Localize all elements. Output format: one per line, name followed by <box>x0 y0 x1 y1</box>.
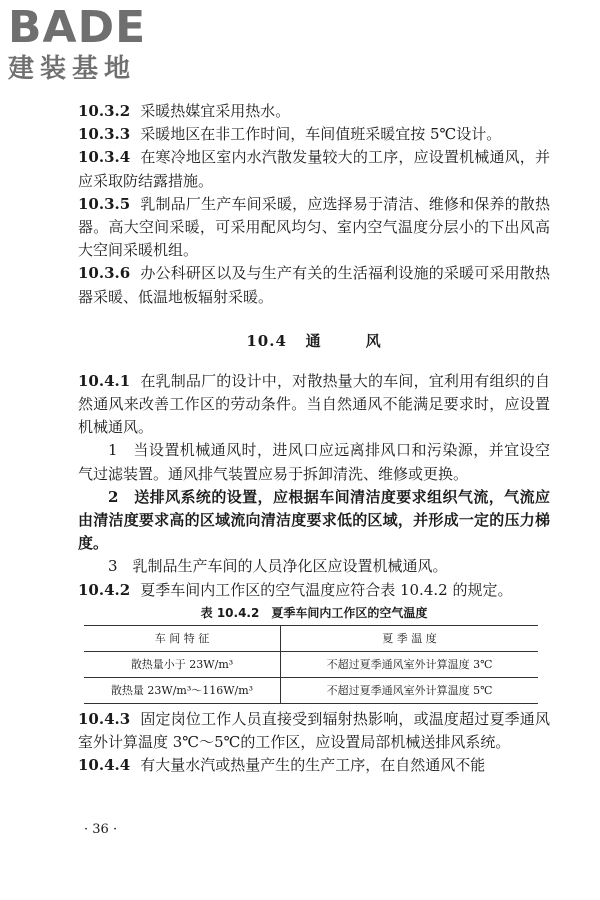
clause-text: 办公科研区以及与生产有关的生活福利设施的采暖可采用散热器采暖、低温地板辐射采暖。 <box>78 264 550 306</box>
list-item: 1 当设置机械通风时，进风口应远离排风口和污染源，并宜设空气过滤装置。通风排气装置应易于拆卸清洗、维修或更换。 <box>78 441 550 483</box>
table-caption: 表 10.4.2 夏季车间内工作区的空气温度 <box>200 605 428 620</box>
clause-text: 在寒冷地区室内水汽散发量较大的工序，应设置机械通风，并应采取防结露措施。 <box>78 148 550 190</box>
clause-number: 10.3.4 <box>78 148 131 167</box>
temperature-table <box>84 625 538 704</box>
table-cell: 散热量 23W/m³～116W/m³ <box>84 677 281 703</box>
table-header-cell: 车 间 特 征 <box>84 625 281 651</box>
clause-number: 10.4.1 <box>78 371 131 390</box>
section-number: 10.4 <box>246 331 287 350</box>
clause-10-4-3 <box>78 708 550 754</box>
table-row <box>84 677 538 703</box>
clause-number: 10.3.2 <box>78 102 131 120</box>
clause-text: 采暖热媒宜采用热水。 <box>140 102 291 120</box>
page-number: · 36 · <box>84 822 118 837</box>
clause-10-3-5 <box>78 193 550 263</box>
clause-10-4-2 <box>78 579 550 602</box>
clause-10-3-3 <box>78 123 550 146</box>
clause-10-4-1 <box>78 370 550 440</box>
section-title-char-2: 风 <box>365 331 382 350</box>
table-cell: 散热量小于 23W/m³ <box>84 651 281 677</box>
clause-text: 有大量水汽或热量产生的生产工序，在自然通风不能 <box>140 756 486 775</box>
clause-10-3-2 <box>78 100 550 123</box>
table-row <box>84 651 538 677</box>
table-header-cell: 夏 季 温 度 <box>281 625 539 651</box>
clause-number: 10.4.2 <box>78 580 131 599</box>
clause-text: 采暖地区在非工作时间，车间值班采暖宜按 5℃设计。 <box>140 125 502 144</box>
clause-number: 10.4.4 <box>78 756 131 775</box>
clause-text: 乳制品厂生产车间采暖，应选择易于清洁、维修和保养的散热器。高大空间采暖，可采用配风均匀、室内空气温度分层小的下出风高大空间采暖机组。 <box>78 194 550 260</box>
clause-number: 10.3.3 <box>78 125 131 144</box>
clause-text: 在乳制品厂的设计中，对散热量大的车间，宜利用有组织的自然通风来改善工作区的劳动条件。当自然通风不能满足要求时，应设置机械通风。 <box>78 371 550 437</box>
logo-subtitle: 建装基地 <box>8 54 137 84</box>
list-item: 2 送排风系统的设置，应根据车间清洁度要求组织气流，气流应由清洁度要求高的区域流向清洁度要求低的区域，并形成一定的压力梯度。 <box>78 487 550 553</box>
clause-number: 10.3.6 <box>78 264 131 283</box>
section-heading <box>78 330 550 351</box>
table-cell: 不超过夏季通风室外计算温度 5℃ <box>281 677 539 703</box>
page-body <box>78 100 550 777</box>
list-item: 3 乳制品生产车间的人员净化区应设置机械通风。 <box>108 557 448 576</box>
site-logo <box>8 2 178 86</box>
logo-wordmark: BADE <box>8 2 147 53</box>
clause-10-3-4 <box>78 146 550 192</box>
clause-10-4-4 <box>78 754 550 777</box>
clause-number: 10.3.5 <box>78 194 131 213</box>
section-title-char-1: 通 <box>305 331 322 350</box>
table-cell: 不超过夏季通风室外计算温度 3℃ <box>281 651 539 677</box>
clause-10-3-6 <box>78 262 550 308</box>
clause-text: 夏季车间内工作区的空气温度应符合表 10.4.2 的规定。 <box>140 580 513 599</box>
clause-number: 10.4.3 <box>78 709 131 728</box>
table-header-row <box>84 625 538 651</box>
clause-text: 固定岗位工作人员直接受到辐射热影响，或温度超过夏季通风室外计算温度 3℃～5℃的工作区，应设置局部机械送排风系统。 <box>78 709 550 752</box>
